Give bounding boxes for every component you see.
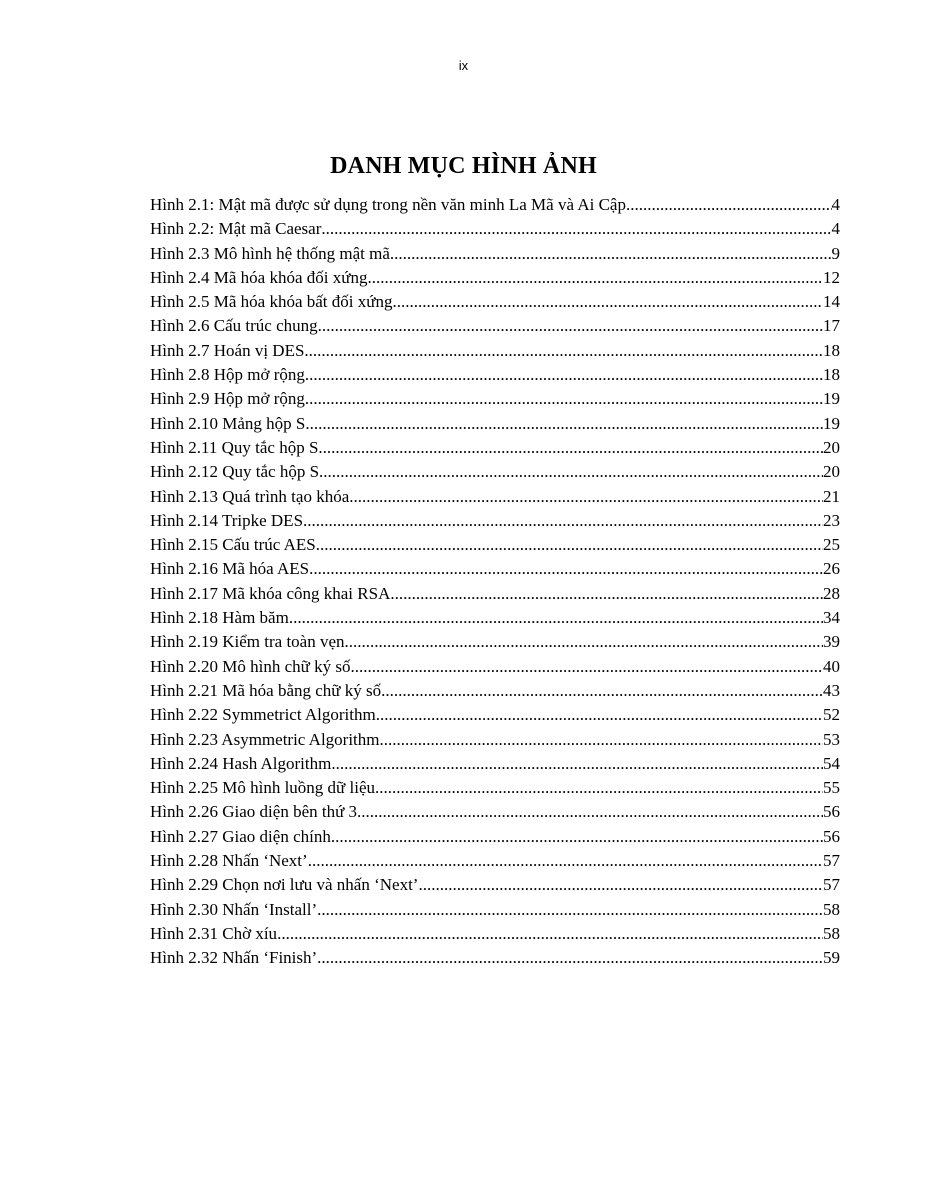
- figure-page-number: 54: [823, 753, 840, 773]
- figure-list-entry: [150, 242, 840, 266]
- figure-page-number: 4: [831, 195, 840, 214]
- figure-caption: Hình 2.22 Symmetrict Algorithm: [150, 705, 376, 725]
- dot-leader: [304, 339, 823, 363]
- figure-list-entry: [150, 849, 840, 873]
- figure-caption: Hình 2.7 Hoán vị DES: [150, 340, 305, 360]
- figure-page-number: 40: [823, 656, 840, 676]
- figure-page-number: 20: [823, 437, 840, 457]
- figure-page-number: 25: [823, 535, 840, 555]
- figure-list-entry: [150, 825, 840, 849]
- figure-page-number: 57: [823, 851, 840, 871]
- dot-leader: [626, 193, 832, 217]
- figure-list-entry: [150, 485, 840, 509]
- dot-leader: [390, 242, 832, 266]
- figure-list-entry: [150, 703, 840, 727]
- dot-leader: [331, 825, 823, 849]
- dot-leader: [418, 873, 823, 897]
- figure-page-number: 20: [823, 462, 840, 482]
- figure-caption: Hình 2.25 Mô hình luồng dữ liệu: [150, 778, 376, 798]
- dot-leader: [317, 898, 823, 922]
- figure-list-entry: [150, 436, 840, 460]
- figure-list: [150, 193, 840, 971]
- dot-leader: [308, 849, 823, 873]
- figure-page-number: 17: [823, 316, 840, 336]
- dot-leader: [277, 922, 823, 946]
- dot-leader: [303, 509, 823, 533]
- figure-caption: Hình 2.8 Hộp mở rộng: [150, 365, 305, 385]
- figure-caption: Hình 2.21 Mã hóa bằng chữ ký số: [150, 680, 382, 700]
- figure-page-number: 39: [823, 632, 840, 652]
- dot-leader: [381, 679, 823, 703]
- dot-leader: [380, 728, 824, 752]
- figure-page-number: 59: [823, 948, 840, 968]
- figure-list-entry: [150, 533, 840, 557]
- figure-page-number: 56: [823, 802, 840, 822]
- page-number: ix: [458, 58, 469, 73]
- figure-page-number: 18: [823, 340, 840, 360]
- figure-page-number: 26: [823, 559, 840, 579]
- figure-list-entry: [150, 946, 840, 970]
- figure-list-entry: [150, 728, 840, 752]
- figure-page-number: 52: [823, 705, 840, 725]
- figure-list-entry: [150, 655, 840, 679]
- dot-leader: [319, 460, 823, 484]
- figure-list-entry: [150, 509, 840, 533]
- figure-list-entry: [150, 557, 840, 581]
- figure-list-entry: [150, 314, 840, 338]
- figure-list-entry: [150, 363, 840, 387]
- figure-page-number: 58: [823, 923, 840, 943]
- dot-leader: [367, 266, 823, 290]
- dot-leader: [376, 703, 823, 727]
- figure-page-number: 43: [823, 680, 840, 700]
- figure-list-entry: [150, 752, 840, 776]
- dot-leader: [350, 655, 823, 679]
- figure-list-entry: [150, 630, 840, 654]
- figure-caption: Hình 2.31 Chờ xíu: [150, 923, 278, 943]
- figure-caption: Hình 2.29 Chọn nơi lưu và nhấn ‘Next’: [150, 875, 419, 895]
- dot-leader: [316, 533, 823, 557]
- figure-page-number: 12: [823, 267, 840, 287]
- figure-caption: Hình 2.14 Tripke DES: [150, 510, 304, 530]
- figure-caption: Hình 2.30 Nhấn ‘Install’: [150, 899, 318, 919]
- figure-list-entry: [150, 387, 840, 411]
- figure-caption: Hình 2.19 Kiểm tra toàn vẹn: [150, 632, 345, 652]
- figure-caption: Hình 2.10 Mảng hộp S: [150, 413, 306, 433]
- figure-caption: Hình 2.20 Mô hình chữ ký số: [150, 656, 351, 676]
- figure-caption: Hình 2.11 Quy tắc hộp S: [150, 437, 319, 457]
- figure-list-entry: [150, 873, 840, 897]
- figure-caption: Hình 2.9 Hộp mở rộng: [150, 389, 305, 409]
- figure-caption: Hình 2.27 Giao diện chính: [150, 826, 331, 846]
- dot-leader: [331, 752, 823, 776]
- figure-page-number: 19: [823, 389, 840, 409]
- dot-leader: [305, 412, 823, 436]
- figure-caption: Hình 2.2: Mật mã Caesar: [150, 219, 322, 239]
- figure-caption: Hình 2.6 Cấu trúc chung: [150, 316, 318, 336]
- figure-caption: Hình 2.26 Giao diện bên thứ 3: [150, 802, 358, 822]
- figure-list-entry: [150, 339, 840, 363]
- figure-page-number: 55: [823, 778, 840, 798]
- figure-page-number: 58: [823, 899, 840, 919]
- figure-caption: Hình 2.18 Hàm băm: [150, 608, 289, 628]
- figure-page-number: 19: [823, 413, 840, 433]
- dot-leader: [349, 485, 823, 509]
- dot-leader: [289, 606, 823, 630]
- figure-caption: Hình 2.4 Mã hóa khóa đối xứng: [150, 267, 368, 287]
- figure-caption: Hình 2.15 Cấu trúc AES: [150, 535, 316, 555]
- figure-list-entry: [150, 800, 840, 824]
- figure-list-entry: [150, 193, 840, 217]
- dot-leader: [309, 557, 823, 581]
- figure-caption: Hình 2.24 Hash Algorithm: [150, 753, 332, 773]
- dot-leader: [318, 314, 823, 338]
- dot-leader: [375, 776, 823, 800]
- figure-list-entry: [150, 290, 840, 314]
- dot-leader: [305, 363, 823, 387]
- figure-page-number: 57: [823, 875, 840, 895]
- figure-caption: Hình 2.32 Nhấn ‘Finish’: [150, 948, 318, 968]
- dot-leader: [321, 217, 831, 241]
- figure-caption: Hình 2.5 Mã hóa khóa bất đối xứng: [150, 292, 393, 312]
- figure-caption: Hình 2.28 Nhấn ‘Next’: [150, 851, 308, 871]
- figure-page-number: 23: [823, 510, 840, 530]
- page-title: DANH MỤC HÌNH ẢNH: [330, 153, 597, 179]
- figure-page-number: 34: [823, 608, 840, 628]
- figure-caption: Hình 2.1: Mật mã được sử dụng trong nền văn minh La Mã và Ai Cập: [150, 195, 626, 214]
- figure-list-entry: [150, 606, 840, 630]
- figure-page-number: 28: [823, 583, 840, 603]
- dot-leader: [318, 436, 823, 460]
- figure-page-number: 53: [823, 729, 840, 749]
- figure-list-entry: [150, 922, 840, 946]
- figure-page-number: 21: [823, 486, 840, 506]
- figure-caption: Hình 2.23 Asymmetric Algorithm: [150, 729, 380, 749]
- dot-leader: [317, 946, 823, 970]
- dot-leader: [345, 630, 823, 654]
- figure-caption: Hình 2.17 Mã khóa công khai RSA: [150, 583, 391, 603]
- dot-leader: [392, 290, 823, 314]
- figure-page-number: 4: [831, 219, 840, 239]
- figure-page-number: 18: [823, 365, 840, 385]
- figure-list-entry: [150, 217, 840, 241]
- dot-leader: [305, 387, 823, 411]
- figure-list-entry: [150, 776, 840, 800]
- dot-leader: [357, 800, 823, 824]
- figure-list-entry: [150, 266, 840, 290]
- figure-caption: Hình 2.3 Mô hình hệ thống mật mã: [150, 243, 390, 263]
- figure-caption: Hình 2.16 Mã hóa AES: [150, 559, 310, 579]
- dot-leader: [390, 582, 823, 606]
- figure-list-entry: [150, 412, 840, 436]
- figure-caption: Hình 2.12 Quy tắc hộp S: [150, 462, 320, 482]
- figure-caption: Hình 2.13 Quá trình tạo khóa: [150, 486, 350, 506]
- figure-page-number: 56: [823, 826, 840, 846]
- figure-page-number: 9: [831, 243, 840, 263]
- figure-list-entry: [150, 582, 840, 606]
- figure-list-entry: [150, 898, 840, 922]
- figure-list-entry: [150, 460, 840, 484]
- figure-page-number: 14: [823, 292, 840, 312]
- figure-list-entry: [150, 679, 840, 703]
